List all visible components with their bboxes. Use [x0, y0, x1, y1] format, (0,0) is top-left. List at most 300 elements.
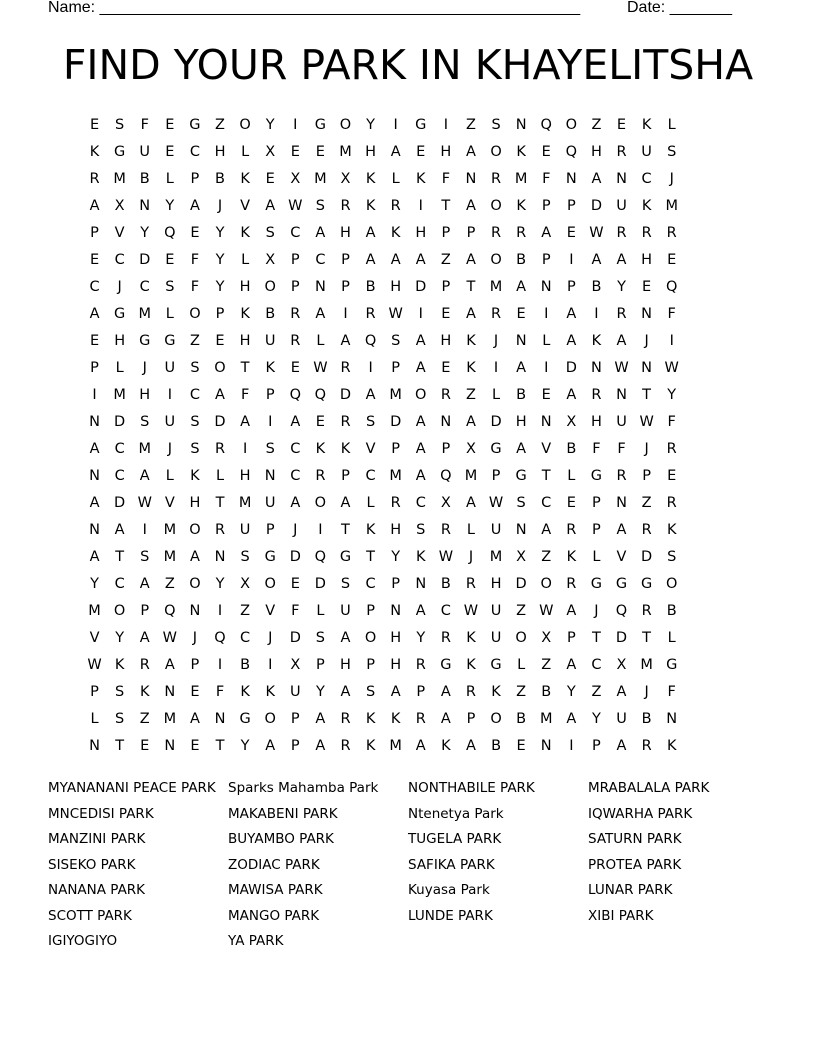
grid-letter[interactable]: R — [290, 306, 301, 322]
grid-letter[interactable]: P — [416, 684, 426, 700]
grid-letter[interactable]: R — [214, 522, 226, 538]
grid-letter[interactable]: N — [666, 711, 678, 727]
grid-letter[interactable]: G — [615, 576, 628, 592]
grid-letter[interactable]: O — [113, 603, 126, 619]
grid-letter[interactable]: L — [90, 711, 99, 727]
grid-letter[interactable]: A — [89, 441, 100, 457]
grid-letter[interactable]: D — [289, 630, 301, 646]
grid-letter[interactable]: W — [438, 549, 454, 565]
grid-letter[interactable]: L — [667, 117, 676, 133]
grid-letter[interactable]: C — [415, 495, 426, 511]
grid-letter[interactable]: C — [240, 630, 251, 646]
grid-letter[interactable]: Q — [164, 603, 176, 619]
grid-letter[interactable]: A — [415, 414, 426, 430]
grid-letter[interactable]: A — [290, 495, 301, 511]
grid-letter[interactable]: A — [541, 225, 552, 241]
grid-letter[interactable]: P — [215, 306, 225, 322]
grid-letter[interactable]: T — [240, 360, 250, 376]
grid-letter[interactable]: J — [293, 522, 298, 538]
grid-letter[interactable]: L — [567, 468, 576, 484]
grid-letter[interactable]: G — [515, 468, 527, 484]
grid-letter[interactable]: N — [515, 522, 527, 538]
grid-letter[interactable]: A — [591, 252, 602, 268]
grid-letter[interactable]: R — [340, 198, 351, 214]
grid-letter[interactable]: A — [566, 333, 577, 349]
grid-letter[interactable]: A — [215, 387, 225, 403]
grid-letter[interactable]: M — [464, 468, 478, 484]
grid-letter[interactable]: R — [641, 225, 652, 241]
grid-letter[interactable]: V — [164, 495, 175, 511]
grid-letter[interactable]: R — [491, 306, 502, 322]
grid-letter[interactable]: A — [440, 711, 451, 727]
grid-letter[interactable]: S — [140, 414, 150, 430]
grid-letter[interactable]: Z — [440, 252, 451, 268]
grid-letter[interactable]: E — [290, 144, 300, 160]
grid-letter[interactable]: S — [265, 441, 275, 457]
grid-letter[interactable]: Q — [615, 603, 628, 619]
grid-letter[interactable]: R — [666, 225, 677, 241]
grid-letter[interactable]: G — [666, 657, 678, 673]
grid-letter[interactable]: N — [89, 468, 100, 484]
grid-letter[interactable]: M — [514, 171, 528, 187]
grid-letter[interactable]: G — [114, 144, 126, 160]
grid-letter[interactable]: A — [516, 360, 527, 376]
grid-letter[interactable]: J — [192, 630, 198, 646]
grid-letter[interactable]: U — [239, 522, 251, 538]
grid-letter[interactable]: A — [265, 738, 276, 754]
grid-letter[interactable]: Y — [265, 117, 275, 133]
grid-letter[interactable]: H — [440, 144, 452, 160]
grid-letter[interactable]: P — [90, 684, 99, 700]
grid-letter[interactable]: U — [340, 603, 351, 619]
grid-letter[interactable]: N — [139, 198, 151, 214]
grid-letter[interactable]: S — [115, 684, 125, 700]
grid-letter[interactable]: C — [114, 576, 125, 592]
grid-letter[interactable]: O — [490, 252, 502, 268]
grid-letter[interactable]: A — [465, 252, 476, 268]
grid-letter[interactable]: D — [114, 495, 126, 511]
grid-letter[interactable]: A — [390, 684, 401, 700]
grid-letter[interactable]: A — [315, 306, 326, 322]
grid-letter[interactable]: K — [265, 360, 275, 376]
grid-letter[interactable]: K — [641, 198, 652, 214]
grid-letter[interactable]: I — [92, 387, 97, 403]
grid-letter[interactable]: X — [340, 171, 351, 187]
grid-letter[interactable]: P — [592, 738, 601, 754]
grid-letter[interactable]: U — [264, 333, 276, 349]
grid-letter[interactable]: O — [364, 630, 377, 646]
grid-letter[interactable]: Y — [315, 684, 325, 700]
grid-letter[interactable]: A — [265, 198, 276, 214]
grid-letter[interactable]: T — [591, 630, 601, 646]
grid-letter[interactable]: H — [390, 630, 402, 646]
grid-letter[interactable]: I — [544, 306, 549, 322]
grid-letter[interactable]: P — [366, 657, 375, 673]
grid-letter[interactable]: E — [541, 144, 551, 160]
grid-letter[interactable]: B — [365, 279, 376, 295]
grid-letter[interactable]: H — [390, 522, 402, 538]
grid-letter[interactable]: H — [214, 144, 226, 160]
grid-letter[interactable]: W — [539, 603, 554, 619]
grid-letter[interactable]: G — [640, 576, 653, 592]
grid-letter[interactable]: U — [490, 603, 502, 619]
grid-letter[interactable]: N — [264, 468, 276, 484]
grid-letter[interactable]: V — [114, 225, 125, 241]
grid-letter[interactable]: B — [516, 711, 527, 727]
grid-letter[interactable]: N — [89, 414, 100, 430]
grid-letter[interactable]: I — [393, 117, 398, 133]
grid-letter[interactable]: O — [189, 306, 201, 322]
grid-letter[interactable]: W — [639, 414, 654, 430]
grid-letter[interactable]: A — [340, 684, 351, 700]
grid-letter[interactable]: O — [339, 117, 352, 133]
grid-letter[interactable]: R — [616, 468, 627, 484]
grid-letter[interactable]: M — [665, 198, 678, 214]
grid-letter[interactable]: R — [415, 711, 426, 727]
grid-letter[interactable]: D — [390, 414, 402, 430]
grid-letter[interactable]: X — [566, 414, 577, 430]
grid-letter[interactable]: R — [440, 522, 451, 538]
grid-letter[interactable]: K — [240, 171, 250, 187]
grid-letter[interactable]: K — [240, 225, 250, 241]
grid-letter[interactable]: E — [165, 117, 175, 133]
grid-letter[interactable]: N — [415, 576, 427, 592]
grid-letter[interactable]: I — [217, 603, 223, 619]
grid-letter[interactable]: A — [315, 738, 326, 754]
grid-letter[interactable]: D — [415, 279, 427, 295]
grid-letter[interactable]: F — [190, 279, 200, 295]
grid-letter[interactable]: J — [493, 333, 499, 349]
grid-letter[interactable]: Q — [289, 387, 301, 403]
grid-letter[interactable]: R — [616, 306, 627, 322]
grid-letter[interactable]: Y — [366, 117, 375, 133]
grid-letter[interactable]: S — [340, 576, 351, 592]
grid-letter[interactable]: Z — [189, 333, 200, 349]
grid-letter[interactable]: L — [115, 360, 124, 376]
grid-letter[interactable]: V — [541, 441, 552, 457]
grid-letter[interactable]: L — [391, 171, 400, 187]
grid-letter[interactable]: J — [644, 684, 649, 700]
grid-letter[interactable]: G — [590, 576, 603, 592]
grid-letter[interactable]: N — [89, 738, 100, 754]
grid-letter[interactable]: Z — [164, 576, 175, 592]
grid-letter[interactable]: K — [365, 171, 376, 187]
grid-letter[interactable]: Y — [115, 630, 125, 646]
grid-letter[interactable]: G — [339, 549, 352, 565]
grid-letter[interactable]: P — [391, 441, 401, 457]
grid-letter[interactable]: A — [89, 198, 100, 214]
grid-letter[interactable]: H — [340, 657, 351, 673]
grid-letter[interactable]: K — [365, 198, 376, 214]
grid-letter[interactable]: T — [441, 198, 451, 214]
grid-letter[interactable]: O — [565, 117, 578, 133]
grid-letter[interactable]: P — [341, 468, 350, 484]
grid-letter[interactable]: L — [241, 252, 250, 268]
grid-letter[interactable]: G — [114, 306, 126, 322]
grid-letter[interactable]: S — [391, 333, 401, 349]
grid-letter[interactable]: T — [466, 279, 476, 295]
grid-letter[interactable]: H — [490, 576, 502, 592]
grid-letter[interactable]: E — [416, 144, 426, 160]
grid-letter[interactable]: S — [190, 414, 200, 430]
grid-letter[interactable]: D — [590, 198, 602, 214]
grid-letter[interactable]: K — [666, 738, 677, 754]
date-field-label[interactable]: Date: _______ — [627, 0, 732, 16]
grid-letter[interactable]: Y — [140, 225, 150, 241]
grid-letter[interactable]: Z — [139, 711, 150, 727]
grid-letter[interactable]: H — [590, 144, 602, 160]
grid-letter[interactable]: K — [265, 684, 275, 700]
grid-letter[interactable]: A — [465, 198, 476, 214]
grid-letter[interactable]: N — [590, 360, 602, 376]
grid-letter[interactable]: Z — [541, 657, 552, 673]
grid-letter[interactable]: E — [165, 144, 175, 160]
grid-letter[interactable]: L — [466, 522, 475, 538]
grid-letter[interactable]: W — [463, 603, 479, 619]
grid-letter[interactable]: Z — [591, 684, 602, 700]
grid-letter[interactable]: K — [114, 657, 125, 673]
grid-letter[interactable]: N — [214, 711, 226, 727]
grid-letter[interactable]: C — [365, 576, 376, 592]
grid-letter[interactable]: Z — [516, 684, 527, 700]
grid-letter[interactable]: A — [415, 252, 426, 268]
grid-letter[interactable]: U — [139, 144, 151, 160]
grid-letter[interactable]: E — [516, 306, 526, 322]
grid-letter[interactable]: D — [615, 630, 628, 646]
grid-letter[interactable]: U — [490, 630, 502, 646]
grid-letter[interactable]: R — [566, 522, 577, 538]
grid-letter[interactable]: W — [388, 306, 403, 322]
grid-letter[interactable]: A — [189, 711, 200, 727]
grid-letter[interactable]: C — [89, 279, 100, 295]
grid-letter[interactable]: A — [566, 711, 577, 727]
grid-letter[interactable]: O — [239, 117, 251, 133]
grid-letter[interactable]: B — [440, 576, 451, 592]
grid-letter[interactable]: I — [418, 198, 423, 214]
grid-letter[interactable]: Z — [516, 603, 527, 619]
grid-letter[interactable]: G — [490, 657, 502, 673]
grid-letter[interactable]: A — [541, 522, 552, 538]
grid-letter[interactable]: G — [590, 468, 603, 484]
grid-letter[interactable]: N — [164, 738, 176, 754]
grid-letter[interactable]: N — [465, 171, 477, 187]
grid-letter[interactable]: A — [139, 630, 150, 646]
grid-letter[interactable]: T — [115, 549, 125, 565]
grid-letter[interactable]: D — [641, 549, 653, 565]
grid-letter[interactable]: B — [666, 603, 677, 619]
grid-letter[interactable]: I — [569, 252, 574, 268]
grid-letter[interactable]: O — [415, 387, 427, 403]
grid-letter[interactable]: K — [666, 522, 677, 538]
grid-letter[interactable]: Y — [165, 198, 175, 214]
grid-letter[interactable]: E — [89, 252, 100, 268]
grid-letter[interactable]: K — [89, 144, 100, 160]
grid-letter[interactable]: S — [491, 117, 501, 133]
grid-letter[interactable]: F — [140, 117, 149, 133]
grid-letter[interactable]: Y — [391, 549, 401, 565]
grid-letter[interactable]: C — [290, 468, 301, 484]
grid-letter[interactable]: K — [340, 441, 351, 457]
grid-letter[interactable]: R — [440, 630, 451, 646]
grid-letter[interactable]: A — [516, 279, 527, 295]
grid-letter[interactable]: V — [365, 441, 376, 457]
grid-letter[interactable]: N — [540, 279, 552, 295]
grid-letter[interactable]: K — [591, 333, 602, 349]
grid-letter[interactable]: U — [641, 144, 652, 160]
grid-letter[interactable]: H — [340, 225, 351, 241]
grid-letter[interactable]: A — [340, 495, 351, 511]
grid-letter[interactable]: P — [316, 657, 325, 673]
grid-letter[interactable]: A — [415, 468, 426, 484]
grid-letter[interactable]: P — [190, 171, 200, 187]
grid-letter[interactable]: N — [189, 603, 201, 619]
grid-letter[interactable]: Q — [164, 225, 176, 241]
grid-letter[interactable]: A — [415, 738, 426, 754]
grid-letter[interactable]: S — [667, 144, 677, 160]
grid-letter[interactable]: A — [415, 360, 426, 376]
grid-letter[interactable]: E — [190, 738, 200, 754]
grid-letter[interactable]: P — [441, 279, 451, 295]
grid-letter[interactable]: U — [164, 360, 176, 376]
grid-letter[interactable]: H — [390, 279, 402, 295]
grid-letter[interactable]: F — [617, 441, 626, 457]
grid-letter[interactable]: A — [415, 441, 426, 457]
grid-letter[interactable]: J — [644, 441, 649, 457]
grid-letter[interactable]: H — [390, 657, 402, 673]
grid-letter[interactable]: R — [641, 522, 652, 538]
grid-letter[interactable]: V — [89, 630, 100, 646]
grid-letter[interactable]: P — [441, 225, 451, 241]
grid-letter[interactable]: P — [190, 657, 200, 673]
grid-letter[interactable]: A — [240, 414, 251, 430]
grid-letter[interactable]: Y — [215, 576, 225, 592]
grid-letter[interactable]: I — [544, 360, 549, 376]
grid-letter[interactable]: P — [265, 387, 275, 403]
grid-letter[interactable]: F — [240, 387, 250, 403]
grid-letter[interactable]: R — [340, 711, 351, 727]
grid-letter[interactable]: A — [616, 522, 627, 538]
grid-letter[interactable]: I — [594, 306, 599, 322]
grid-letter[interactable]: A — [139, 468, 150, 484]
grid-letter[interactable]: P — [642, 468, 651, 484]
grid-letter[interactable]: E — [290, 576, 300, 592]
grid-letter[interactable]: E — [315, 144, 325, 160]
grid-letter[interactable]: F — [215, 684, 225, 700]
grid-letter[interactable]: M — [539, 711, 553, 727]
grid-letter[interactable]: T — [215, 738, 225, 754]
grid-letter[interactable]: A — [415, 333, 426, 349]
grid-letter[interactable]: E — [89, 333, 100, 349]
grid-letter[interactable]: N — [616, 387, 627, 403]
grid-letter[interactable]: I — [217, 657, 223, 673]
grid-letter[interactable]: N — [89, 522, 100, 538]
grid-letter[interactable]: A — [340, 630, 351, 646]
grid-letter[interactable]: E — [642, 279, 652, 295]
grid-letter[interactable]: G — [415, 117, 427, 133]
grid-letter[interactable]: M — [138, 306, 151, 322]
grid-letter[interactable]: P — [566, 279, 576, 295]
grid-letter[interactable]: S — [115, 117, 125, 133]
grid-letter[interactable]: H — [239, 468, 251, 484]
grid-letter[interactable]: R — [139, 657, 150, 673]
grid-letter[interactable]: I — [268, 414, 273, 430]
grid-letter[interactable]: T — [215, 495, 225, 511]
grid-letter[interactable]: H — [641, 252, 653, 268]
grid-letter[interactable]: T — [115, 738, 125, 754]
grid-letter[interactable]: M — [640, 657, 653, 673]
grid-letter[interactable]: H — [415, 225, 427, 241]
grid-letter[interactable]: E — [516, 738, 526, 754]
grid-letter[interactable]: D — [289, 549, 301, 565]
grid-letter[interactable]: K — [641, 117, 652, 133]
grid-letter[interactable]: Z — [240, 603, 251, 619]
grid-letter[interactable]: P — [140, 603, 150, 619]
grid-letter[interactable]: E — [541, 387, 551, 403]
grid-letter[interactable]: G — [139, 333, 151, 349]
grid-letter[interactable]: L — [667, 630, 676, 646]
grid-letter[interactable]: C — [541, 495, 552, 511]
grid-letter[interactable]: Y — [215, 252, 225, 268]
grid-letter[interactable]: E — [140, 738, 150, 754]
grid-letter[interactable]: P — [541, 252, 551, 268]
grid-letter[interactable]: B — [591, 279, 602, 295]
grid-letter[interactable]: E — [290, 360, 300, 376]
grid-letter[interactable]: M — [88, 603, 101, 619]
grid-letter[interactable]: R — [666, 495, 677, 511]
grid-letter[interactable]: K — [390, 711, 401, 727]
grid-letter[interactable]: J — [644, 333, 649, 349]
grid-letter[interactable]: Z — [465, 117, 476, 133]
grid-letter[interactable]: O — [264, 711, 276, 727]
grid-letter[interactable]: P — [391, 576, 401, 592]
grid-letter[interactable]: O — [490, 711, 502, 727]
grid-letter[interactable]: Z — [541, 549, 552, 565]
grid-letter[interactable]: E — [441, 306, 451, 322]
grid-letter[interactable]: I — [343, 306, 348, 322]
grid-letter[interactable]: S — [516, 495, 526, 511]
grid-letter[interactable]: J — [217, 198, 223, 214]
grid-letter[interactable]: X — [265, 252, 276, 268]
grid-letter[interactable]: T — [341, 522, 350, 538]
grid-letter[interactable]: A — [114, 522, 125, 538]
grid-letter[interactable]: R — [616, 144, 627, 160]
grid-letter[interactable]: E — [215, 333, 225, 349]
grid-letter[interactable]: S — [190, 360, 200, 376]
grid-letter[interactable]: B — [240, 657, 251, 673]
grid-letter[interactable]: Q — [214, 630, 226, 646]
grid-letter[interactable]: A — [516, 441, 527, 457]
grid-letter[interactable]: N — [314, 279, 326, 295]
grid-letter[interactable]: K — [466, 630, 476, 646]
grid-letter[interactable]: F — [667, 414, 676, 430]
grid-letter[interactable]: K — [441, 738, 451, 754]
grid-letter[interactable]: X — [616, 657, 627, 673]
grid-letter[interactable]: T — [541, 468, 551, 484]
grid-letter[interactable]: I — [443, 117, 448, 133]
grid-letter[interactable]: E — [265, 171, 275, 187]
grid-letter[interactable]: L — [165, 171, 174, 187]
grid-letter[interactable]: E — [190, 225, 200, 241]
grid-letter[interactable]: A — [566, 657, 577, 673]
grid-letter[interactable]: W — [313, 360, 328, 376]
grid-letter[interactable]: S — [315, 198, 325, 214]
grid-letter[interactable]: Y — [667, 387, 677, 403]
grid-letter[interactable]: S — [165, 279, 175, 295]
grid-letter[interactable]: S — [115, 711, 125, 727]
grid-letter[interactable]: G — [189, 117, 201, 133]
grid-letter[interactable]: N — [515, 333, 527, 349]
grid-letter[interactable]: I — [418, 306, 423, 322]
